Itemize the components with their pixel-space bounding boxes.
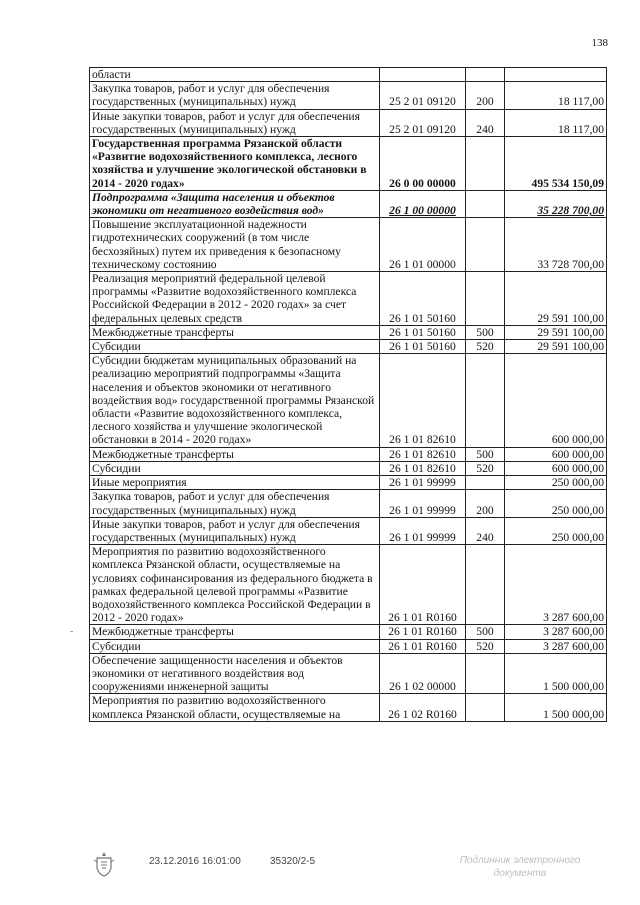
table-row (90, 476, 607, 490)
row-code-cell: 26 1 02 00000 (380, 653, 466, 694)
row-sum-cell: 3 287 600,00 (505, 545, 607, 625)
row-sum-cell (505, 68, 607, 82)
row-sum-cell: 1 500 000,00 (505, 653, 607, 694)
row-type-cell (466, 653, 505, 694)
row-sum-cell: 1 500 000,00 (505, 694, 607, 721)
row-name-cell: Субсидии (90, 639, 380, 653)
row-type-cell (466, 272, 505, 326)
row-name-cell: Субсидии бюджетам муниципальных образований на реализацию мероприятий подпрограммы «Защита населения и объектов экономики от негативного воздействия вод» государственной программы Рязанской области «Развитие водохозяйственного комплекса, лесного хозяйства и улучшение экологической обстановки в 2014 - 2020 годах» (90, 354, 380, 447)
row-code-cell: 26 1 01 99999 (380, 476, 466, 490)
row-name-cell: Подпрограмма «Защита населения и объектов экономики от негативного воздействия вод» (90, 190, 380, 217)
row-code-cell: 26 1 01 99999 (380, 517, 466, 544)
table-row (90, 325, 607, 339)
row-code-cell: 26 1 01 R0160 (380, 639, 466, 653)
row-sum-cell: 29 591 100,00 (505, 272, 607, 326)
row-sum-cell: 18 117,00 (505, 82, 607, 109)
margin-mark: - (70, 626, 74, 637)
budget-table-body (90, 68, 607, 722)
row-type-cell: 500 (466, 325, 505, 339)
row-sum-cell: 29 591 100,00 (505, 325, 607, 339)
row-type-cell (466, 218, 505, 272)
row-sum-cell: 495 534 150,09 (505, 137, 607, 191)
table-row (90, 447, 607, 461)
row-sum-cell: 3 287 600,00 (505, 639, 607, 653)
table-row (90, 490, 607, 517)
table-row (90, 517, 607, 544)
row-type-cell (466, 545, 505, 625)
row-code-cell: 26 1 01 99999 (380, 490, 466, 517)
table-row (90, 694, 607, 721)
table-row (90, 68, 607, 82)
table-row (90, 272, 607, 326)
row-code-cell: 26 1 01 00000 (380, 218, 466, 272)
row-name-cell: Государственная программа Рязанской области «Развитие водохозяйственного комплекса, лесного хозяйства и улучшение экологической обстановки в 2014 - 2020 годах» (90, 137, 380, 191)
row-sum-cell: 250 000,00 (505, 517, 607, 544)
row-code-cell: 26 1 02 R0160 (380, 694, 466, 721)
row-sum-cell: 600 000,00 (505, 447, 607, 461)
row-type-cell: 500 (466, 447, 505, 461)
table-row (90, 190, 607, 217)
row-name-cell: Субсидии (90, 461, 380, 475)
table-row (90, 545, 607, 625)
row-name-cell: Закупка товаров, работ и услуг для обеспечения государственных (муниципальных) нужд (90, 490, 380, 517)
row-code-cell: 25 2 01 09120 (380, 82, 466, 109)
row-code-cell: 26 1 01 50160 (380, 325, 466, 339)
row-type-cell: 240 (466, 109, 505, 136)
row-type-cell: 200 (466, 490, 505, 517)
row-sum-cell: 600 000,00 (505, 354, 607, 447)
table-row (90, 639, 607, 653)
row-type-cell: 240 (466, 517, 505, 544)
row-name-cell: Закупка товаров, работ и услуг для обеспечения государственных (муниципальных) нужд (90, 82, 380, 109)
row-sum-cell: 29 591 100,00 (505, 340, 607, 354)
row-type-cell (466, 68, 505, 82)
table-row (90, 109, 607, 136)
table-row (90, 218, 607, 272)
row-sum-cell: 250 000,00 (505, 490, 607, 517)
row-type-cell: 520 (466, 639, 505, 653)
row-code-cell: 25 2 01 09120 (380, 109, 466, 136)
table-row (90, 354, 607, 447)
table-row (90, 461, 607, 475)
row-name-cell: Межбюджетные трансферты (90, 625, 380, 639)
table-row (90, 82, 607, 109)
row-type-cell (466, 354, 505, 447)
row-name-cell: Межбюджетные трансферты (90, 325, 380, 339)
row-name-cell: Обеспечение защищенности населения и объектов экономики от негативного воздействия вод сооружениями инженерной защиты (90, 653, 380, 694)
row-name-cell: Мероприятия по развитию водохозяйственного комплекса Рязанской области, осуществляемые на условиях софинансирования из федерального бюджета в рамках федеральной целевой программы «Развитие водохозяйственного комплекса Российской Федерации в 2012 - 2020 годах» (90, 545, 380, 625)
page-number: 138 (591, 37, 608, 49)
row-code-cell (380, 68, 466, 82)
row-type-cell (466, 476, 505, 490)
row-type-cell: 520 (466, 340, 505, 354)
row-name-cell: Повышение эксплуатационной надежности гидротехнических сооружений (в том числе бесхозяйных) путем их приведения к безопасному техническому состоянию (90, 218, 380, 272)
row-code-cell: 26 1 00 00000 (380, 190, 466, 217)
row-name-cell: Межбюджетные трансферты (90, 447, 380, 461)
footer-doc-code: 35320/2-5 (270, 856, 316, 867)
row-code-cell: 26 1 01 R0160 (380, 625, 466, 639)
row-code-cell: 26 1 01 82610 (380, 447, 466, 461)
row-name-cell: Реализация мероприятий федеральной целевой программы «Развитие водохозяйственного комплекса Российской Федерации в 2012 - 2020 годах» за счет федеральных целевых средств (90, 272, 380, 326)
electronic-document-stamp: Подлинник электронного документа (459, 855, 581, 879)
table-row (90, 137, 607, 191)
footer-datetime: 23.12.2016 16:01:00 (149, 856, 241, 867)
row-sum-cell: 3 287 600,00 (505, 625, 607, 639)
row-type-cell (466, 190, 505, 217)
row-code-cell: 26 1 01 82610 (380, 354, 466, 447)
row-sum-cell: 250 000,00 (505, 476, 607, 490)
row-type-cell: 520 (466, 461, 505, 475)
row-code-cell: 26 1 01 R0160 (380, 545, 466, 625)
row-code-cell: 26 0 00 00000 (380, 137, 466, 191)
row-name-cell: Мероприятия по развитию водохозяйственного комплекса Рязанской области, осуществляемые на (90, 694, 380, 721)
row-type-cell (466, 137, 505, 191)
row-name-cell: Иные закупки товаров, работ и услуг для обеспечения государственных (муниципальных) нужд (90, 109, 380, 136)
coat-of-arms-icon (93, 851, 115, 877)
row-sum-cell: 600 000,00 (505, 461, 607, 475)
row-sum-cell: 33 728 700,00 (505, 218, 607, 272)
row-type-cell (466, 694, 505, 721)
table-row (90, 340, 607, 354)
row-code-cell: 26 1 01 82610 (380, 461, 466, 475)
row-name-cell: области (90, 68, 380, 82)
table-row (90, 653, 607, 694)
row-name-cell: Иные мероприятия (90, 476, 380, 490)
table-row (90, 625, 607, 639)
row-sum-cell: 18 117,00 (505, 109, 607, 136)
row-name-cell: Субсидии (90, 340, 380, 354)
row-code-cell: 26 1 01 50160 (380, 272, 466, 326)
row-type-cell: 200 (466, 82, 505, 109)
budget-table (89, 67, 607, 722)
row-code-cell: 26 1 01 50160 (380, 340, 466, 354)
row-sum-cell: 35 228 700,00 (505, 190, 607, 217)
row-type-cell: 500 (466, 625, 505, 639)
row-name-cell: Иные закупки товаров, работ и услуг для обеспечения государственных (муниципальных) нужд (90, 517, 380, 544)
